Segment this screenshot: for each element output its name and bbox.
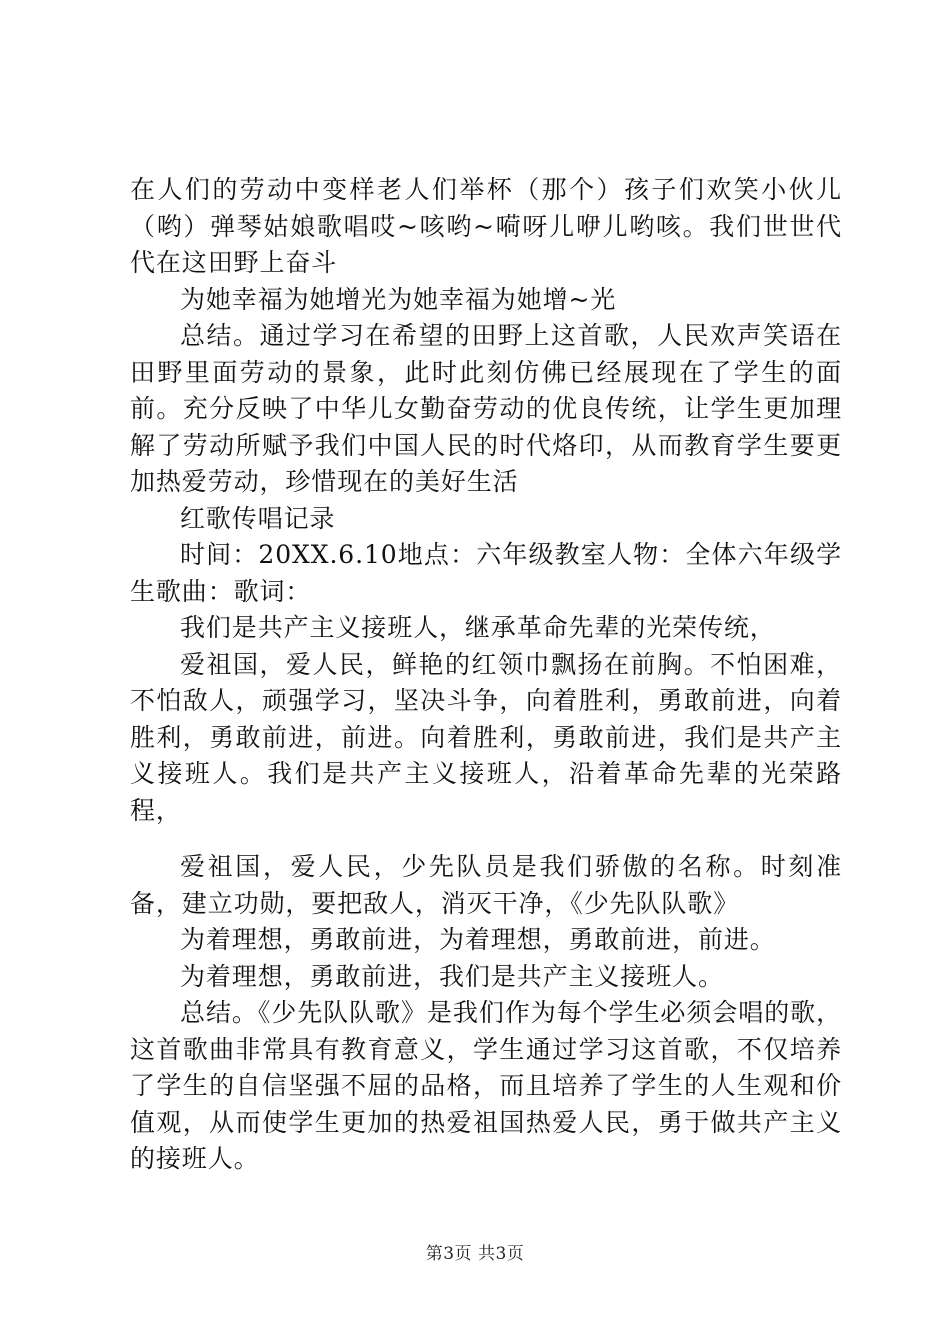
record-info: 时间：20XX.6.10地点：六年级教室人物：全体六年级学生歌曲：歌词： — [130, 540, 842, 606]
lyrics-refrain: 为她幸福为她增光为她幸福为她增~光 — [180, 284, 617, 314]
lyrics-paragraph: 爱祖国，爱人民，鲜艳的红领巾飘扬在前胸。不怕困难，不怕敌人，顽强学习，坚决斗争，向着胜利，勇敢前进，向着胜利，勇敢前进，前进。向着胜利，勇敢前进，我们是共产主义接班人。我们是共产主义接班人，沿着革命先辈的光荣路程， — [130, 649, 842, 825]
page-number: 第3页 共3页 — [425, 1244, 525, 1264]
lyrics-line: 为着理想，勇敢前进，我们是共产主义接班人。 — [180, 961, 724, 991]
section-title: 红歌传唱记录 — [180, 503, 336, 533]
document-body — [130, 172, 842, 1178]
summary-paragraph: 总结。通过学习在希望的田野上这首歌，人民欢声笑语在田野里面劳动的景象，此时此刻仿佛已经展现在了学生的面前。充分反映了中华儿女勤奋劳动的优良传统，让学生更加理解了劳动所赋予我们中国人民的时代烙印，从而教育学生要更加热爱劳动，珍惜现在的美好生活 — [130, 321, 842, 496]
lyrics-line: 我们是共产主义接班人，继承革命先辈的光荣传统， — [180, 613, 776, 642]
lyrics-paragraph: 爱祖国，爱人民，少先队员是我们骄傲的名称。时刻准备，建立功勋，要把敌人，消灭干净，《少先队队歌》 — [130, 852, 842, 918]
lyrics-line: 为着理想，勇敢前进，为着理想，勇敢前进，前进。 — [180, 925, 776, 954]
summary-paragraph: 总结。《少先队队歌》是我们作为每个学生必须会唱的歌，这首歌曲非常具有教育意义，学生通过学习这首歌，不仅培养了学生的自信坚强不屈的品格，而且培养了学生的人生观和价值观，从而使学生更加的热爱祖国热爱人民，勇于做共产主义的接班人。 — [130, 998, 842, 1173]
lyrics-paragraph: 在人们的劳动中变样老人们举杯（那个）孩子们欢笑小伙儿（哟）弹琴姑娘歌唱哎~咳哟~嗬呀儿咿儿哟咳。我们世世代代在这田野上奋斗 — [130, 175, 842, 277]
